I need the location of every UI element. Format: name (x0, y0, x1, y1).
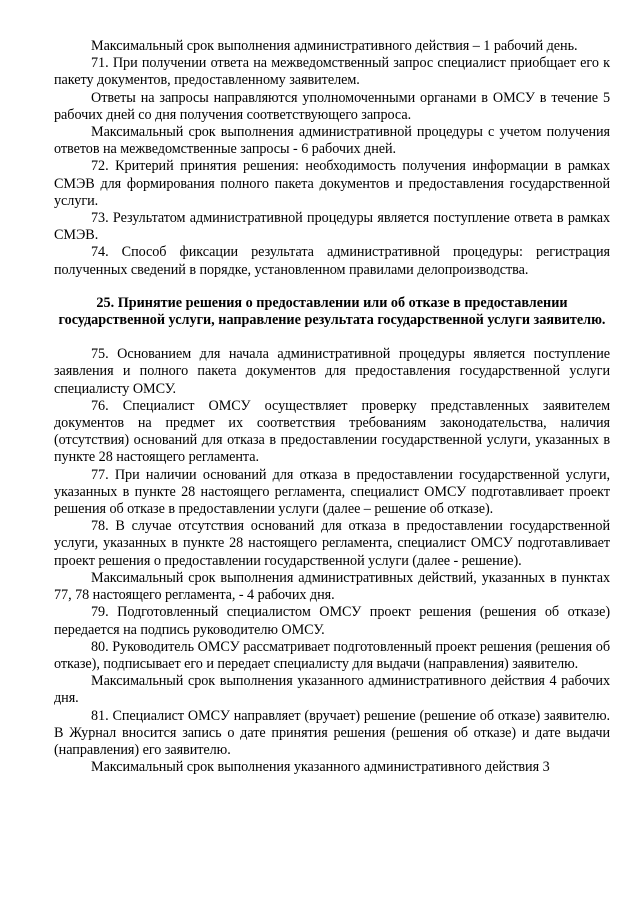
paragraph-77: 77. При наличии оснований для отказа в предоставлении государственной услуги, указанных в пункте 28 настоящего регламента, специалист ОМСУ подготавливает проект решения об отказе в предоставлении услуги (далее – решение об отказе). (54, 466, 610, 518)
paragraph-76: 76. Специалист ОМСУ осуществляет проверку представленных заявителем документов на предмет их соответствия требованиям законодательства, наличия (отсутствия) оснований для отказа в предоставлении государственной услуги, указанных в пункте 28 настоящего регламента. (54, 397, 610, 466)
paragraph-74: 74. Способ фиксации результата административной процедуры: регистрация полученных сведений в порядке, установленном правилами делопроизводства. (54, 244, 610, 278)
paragraph-answers-5-days: Ответы на запросы направляются уполномоченными органами в ОМСУ в течение 5 рабочих дней со дня получения соответствующего запроса. (54, 89, 610, 123)
paragraph-75: 75. Основанием для начала административной процедуры является поступление заявления и полного пакета документов для предоставления государственной услуги специалисту ОМСУ. (54, 346, 610, 397)
section-heading-25: 25. Принятие решения о предоставлении или об отказе в предоставлении государственной услуги, направление результата государственной услуги заявителю. (58, 294, 606, 329)
paragraph-80: 80. Руководитель ОМСУ рассматривает подготовленный проект решения (решения об отказе), подписывает его и передает специалисту для выдачи (направления) заявителю. (54, 638, 610, 672)
paragraph-max-term-4-days-77-78: Максимальный срок выполнения административных действий, указанных в пунктах 77, 78 настоящего регламента, - 4 рабочих дня. (54, 569, 610, 604)
paragraph-78: 78. В случае отсутствия оснований для отказа в предоставлении государственной услуги, указанных в пункте 28 настоящего регламента, специалист ОМСУ подготавливает проект решения о предоставлении государственной услуги (далее - решение). (54, 518, 610, 569)
paragraph-max-term-4-days: Максимальный срок выполнения указанного административного действия 4 рабочих дня. (54, 673, 610, 707)
paragraph-71: 71. При получении ответа на межведомственный запрос специалист приобщает его к пакету документов, предоставленному заявителем. (54, 55, 610, 89)
paragraph-73: 73. Результатом административной процедуры является поступление ответа в рамках СМЭВ. (54, 210, 610, 244)
paragraph-max-term-3: Максимальный срок выполнения указанного административного действия 3 (91, 759, 550, 776)
paragraph-81: 81. Специалист ОМСУ направляет (вручает) решение (решение об отказе) заявителю. В Журнал вносится запись о дате принятия решения (решения об отказе) и дате выдачи (направления) его заявителю. (54, 707, 610, 758)
paragraph-79: 79. Подготовленный специалистом ОМСУ проект решения (решения об отказе) передается на подпись руководителю ОМСУ. (54, 604, 610, 638)
document-page (54, 38, 610, 776)
paragraph-max-term-1-day: Максимальный срок выполнения административного действия – 1 рабочий день. (91, 38, 578, 54)
paragraph-max-term-6-days: Максимальный срок выполнения административной процедуры с учетом получения ответов на межведомственные запросы - 6 рабочих дней. (54, 124, 610, 158)
paragraph-72: 72. Критерий принятия решения: необходимость получения информации в рамках СМЭВ для формирования полного пакета документов и предоставления государственной услуги. (54, 158, 610, 209)
